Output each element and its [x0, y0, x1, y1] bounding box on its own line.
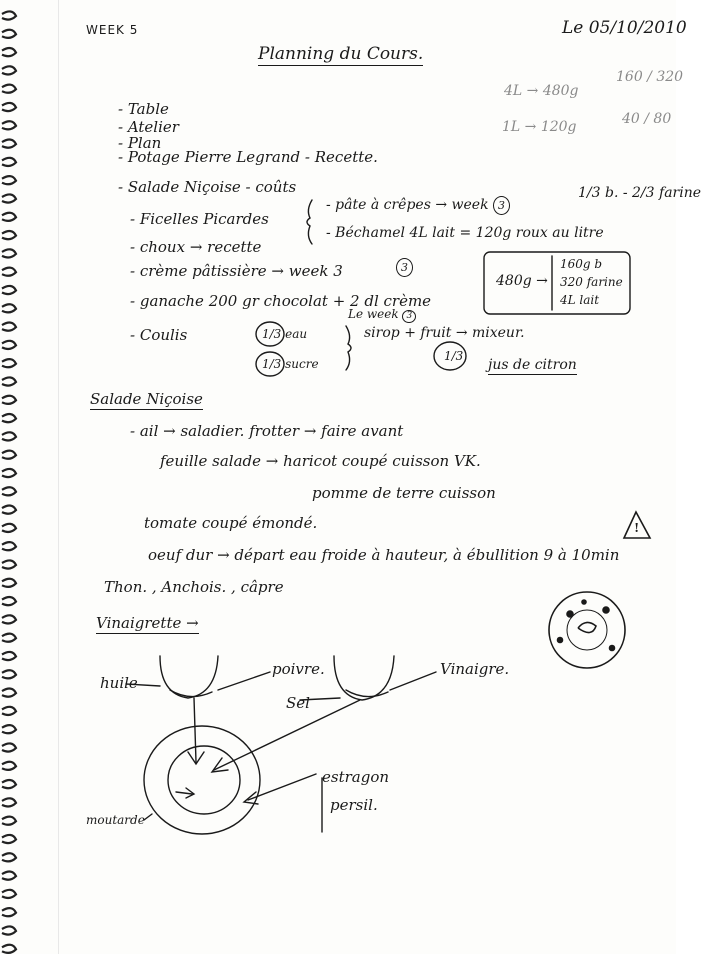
spiral-ring: [2, 377, 16, 385]
recipe-box-line: 320 farine: [560, 275, 623, 289]
salade-line: - ail → saladier. frotter → faire avant: [130, 422, 404, 440]
page-title: Planning du Cours.: [258, 44, 424, 64]
spiral-ring: [2, 798, 16, 806]
plan-item: - Ficelles Picardes: [130, 210, 269, 228]
spiral-ring: [2, 158, 16, 166]
spiral-ring: [2, 469, 16, 477]
note-le-week: [348, 308, 416, 323]
note-bechamel: - Béchamel 4L lait = 120g roux au litre: [326, 225, 604, 241]
spiral-ring: [2, 560, 16, 568]
spiral-ring: [2, 451, 16, 459]
coulis-sucre-text: 1/3 sucre: [262, 357, 319, 371]
spiral-ring: [2, 140, 16, 148]
note-fraction: 1/3 b. - 2/3 farine: [578, 185, 701, 201]
coulis-eau: [262, 328, 307, 340]
salade-line: oeuf dur → départ eau froide à hauteur, à ébullition 9 à 10min: [148, 546, 620, 564]
spiral-ring: [2, 707, 16, 715]
note-week3-creme: [396, 258, 413, 277]
spiral-ring: [2, 66, 16, 74]
bowl-huile: [160, 656, 218, 698]
coulis-sucre: [262, 358, 319, 370]
calc-line-2-values: 40 / 80: [622, 111, 672, 127]
note-coulis-third: 1/3: [444, 349, 464, 363]
brace: [307, 200, 312, 244]
coulis-eau-text: 1/3 eau: [262, 327, 308, 341]
week-number-circle: 3: [396, 258, 413, 277]
spiral-ring: [2, 359, 16, 367]
spiral-ring: [2, 432, 16, 440]
spiral-ring: [2, 524, 16, 532]
plan-item: - crème pâtissière → week 3: [130, 262, 343, 280]
spiral-ring: [2, 30, 16, 38]
spiral-ring: [2, 835, 16, 843]
spiral-ring: [2, 48, 16, 56]
warning-symbol: !: [634, 521, 640, 535]
note-jus-citron: jus de citron: [488, 357, 577, 373]
spiral-ring: [2, 872, 16, 880]
label-estragon: estragon: [322, 768, 390, 786]
week-number-circle: 3: [493, 196, 510, 215]
spiral-ring: [2, 396, 16, 404]
recipe-box-line: 4L lait: [560, 293, 600, 307]
arrow: [194, 698, 196, 762]
label-sel: Sel: [286, 694, 310, 712]
recipe-box-left: 480g →: [496, 273, 548, 289]
spiral-ring: [2, 652, 16, 660]
calc-line-2: 1L → 120g: [502, 119, 577, 135]
salade-line: pomme de terre cuisson: [312, 484, 496, 502]
label-moutarde: moutarde: [86, 813, 145, 827]
spiral-ring: [2, 323, 16, 331]
label-persil: persil.: [330, 796, 378, 814]
salade-line: tomate coupé émondé.: [144, 514, 318, 532]
recipe-box-line: 160g b: [560, 257, 603, 271]
spiral-ring: [2, 615, 16, 623]
spiral-ring: [2, 853, 16, 861]
plan-item: - Plan: [118, 134, 162, 152]
salade-line: feuille salade → haricot coupé cuisson VK.: [160, 452, 481, 470]
spiral-ring: [2, 506, 16, 514]
week-number-circle: 3: [402, 310, 416, 323]
outer-circle: [144, 726, 260, 834]
spiral-ring: [2, 634, 16, 642]
spiral-ring: [2, 725, 16, 733]
spiral-ring: [2, 743, 16, 751]
section-heading-salade: Salade Niçoise: [90, 390, 203, 408]
spiral-ring: [2, 780, 16, 788]
plan-item: - Table: [118, 100, 169, 118]
spiral-ring: [2, 85, 16, 93]
spiral-ring: [2, 762, 16, 770]
bowl-vinaigre: [334, 656, 394, 700]
calc-line-1: 4L → 480g: [504, 83, 579, 99]
spiral-ring: [2, 908, 16, 916]
spiral-ring: [2, 670, 16, 678]
spiral-ring: [2, 304, 16, 312]
spiral-ring: [2, 286, 16, 294]
spiral-ring: [2, 689, 16, 697]
label-poivre: poivre.: [272, 660, 325, 678]
salade-line: Thon. , Anchois. , câpre: [104, 578, 284, 596]
spiral-ring: [2, 194, 16, 202]
spiral-binding: [0, 0, 20, 954]
spiral-ring: [2, 231, 16, 239]
week-label: WEEK 5: [86, 23, 139, 37]
plan-item: - ganache 200 gr chocolat + 2 dl crème: [130, 292, 432, 310]
plan-item: - Potage Pierre Legrand - Recette.: [118, 148, 378, 166]
plan-item: - Coulis: [130, 326, 188, 344]
spiral-ring: [2, 542, 16, 550]
spiral-ring: [2, 249, 16, 257]
plan-item: - Atelier: [118, 118, 179, 136]
spiral-ring: [2, 213, 16, 221]
label-vinaigre: Vinaigre.: [440, 660, 510, 678]
note-pate-crepes-text: - pâte à crêpes → week: [326, 197, 489, 213]
spiral-ring: [2, 103, 16, 111]
note-sirop: sirop + fruit → mixeur.: [364, 325, 525, 341]
middle-circle: [168, 746, 240, 814]
margin-line: [58, 0, 59, 954]
plan-item: - choux → recette: [130, 238, 262, 256]
spiral-ring: [2, 176, 16, 184]
date: Le 05/10/2010: [562, 18, 687, 38]
spiral-ring: [2, 945, 16, 953]
spiral-ring: [2, 579, 16, 587]
spiral-ring: [2, 341, 16, 349]
label-huile: huile: [100, 674, 138, 692]
spiral-ring: [2, 487, 16, 495]
spiral-ring: [2, 121, 16, 129]
brace: [346, 326, 351, 370]
spiral-ring: [2, 268, 16, 276]
note-le-week-text: Le week: [348, 307, 399, 321]
spiral-ring: [2, 926, 16, 934]
seal-stamp: [549, 592, 625, 668]
spiral-ring: [2, 414, 16, 422]
spiral-ring: [2, 11, 16, 19]
spiral-ring: [2, 890, 16, 898]
calc-line-1-values: 160 / 320: [616, 69, 684, 85]
spiral-ring: [2, 817, 16, 825]
section-heading-vinaigrette: Vinaigrette →: [96, 614, 199, 632]
plan-item: - Salade Niçoise - coûts: [118, 178, 297, 196]
spiral-ring: [2, 597, 16, 605]
note-pate-crepes: [326, 196, 510, 215]
